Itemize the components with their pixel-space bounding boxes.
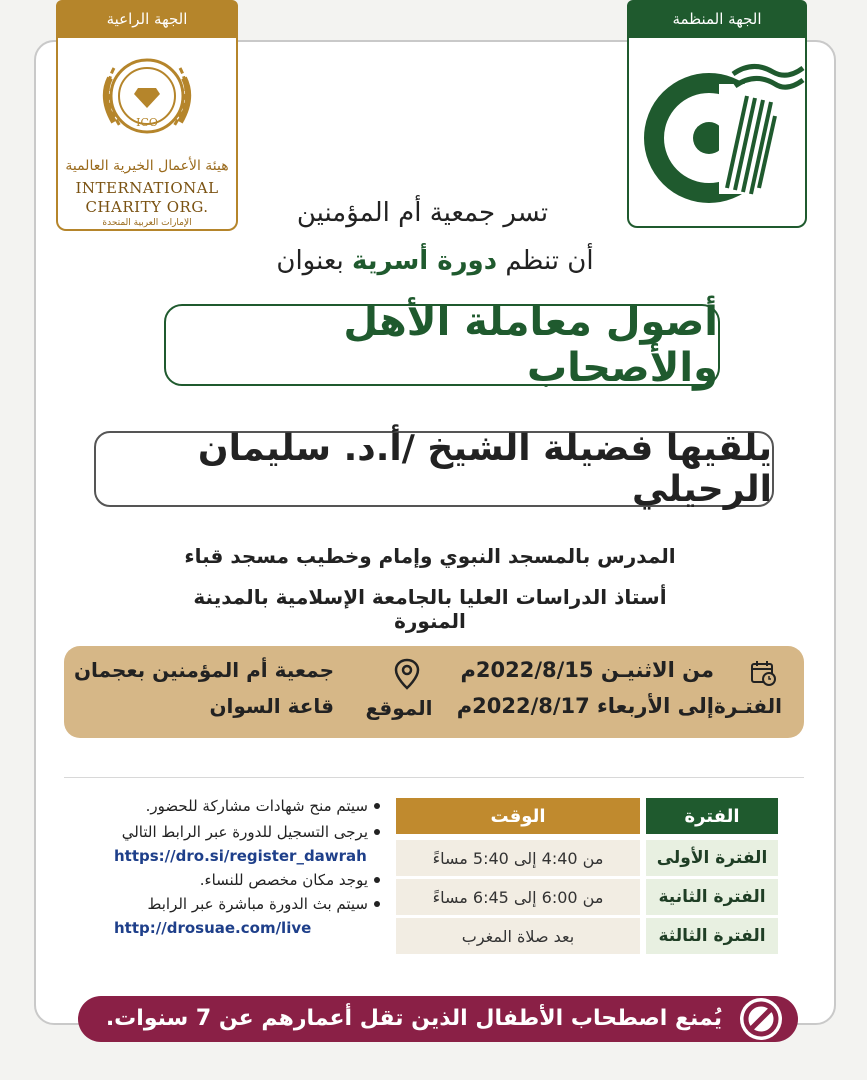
info-bar xyxy=(64,646,804,738)
ico-emblem-icon xyxy=(58,38,236,156)
register-link[interactable]: https://dro.si/register_dawrah xyxy=(114,847,367,865)
note-text: سيتم منح شهادات مشاركة للحضور. xyxy=(145,797,368,815)
bullet-icon xyxy=(374,901,380,907)
speaker-name: يلقيها فضيلة الشيخ /أ.د. سليمان الرحيلي xyxy=(94,431,774,507)
location-pin-icon xyxy=(394,658,420,690)
date-from: من الاثنيـن 2022/8/15م xyxy=(460,658,714,682)
intro-prefix: أن تنظم xyxy=(505,246,594,276)
note-text: سيتم بث الدورة مباشرة عبر الرابط xyxy=(147,895,368,913)
schedule-row-period: الفترة الثالثة xyxy=(646,918,778,954)
schedule-row-time: من 6:00 إلى 6:45 مساءً xyxy=(396,879,640,915)
live-link[interactable]: http://drosuae.com/live xyxy=(114,919,312,937)
calendar-icon xyxy=(750,660,776,686)
intro-line-1: تسر جمعية أم المؤمنين xyxy=(296,198,549,228)
note-item xyxy=(80,795,380,817)
sponsor-name-en-1: INTERNATIONAL xyxy=(75,179,219,197)
period-label: الفتـرة xyxy=(713,694,782,718)
bullet-icon xyxy=(374,803,380,809)
note-text: يرجى التسجيل للدورة عبر الرابط التالي xyxy=(121,823,368,841)
location-line-2: قاعة السوان xyxy=(209,694,334,718)
organizer-logo xyxy=(627,38,807,228)
sponsor-name-en-2: CHARITY ORG. xyxy=(85,198,209,216)
sponsor-logo xyxy=(56,38,238,231)
intro-course-type: دورة أسرية xyxy=(352,246,498,276)
organizer-tab: الجهة المنظمة xyxy=(627,0,807,38)
date-to: إلى الأربعاء 2022/8/17م xyxy=(456,694,714,718)
umm-almumineen-logo-icon xyxy=(629,38,805,224)
notes-list xyxy=(80,795,380,941)
schedule-row-period: الفترة الثانية xyxy=(646,879,778,915)
course-title: أصول معاملة الأهل والأصحاب xyxy=(164,304,720,386)
sponsor-tab: الجهة الراعية xyxy=(56,0,238,38)
schedule-header-period: الفترة xyxy=(646,798,778,834)
sponsor-country: الإمارات العربية المتحدة xyxy=(102,218,192,228)
note-item xyxy=(80,821,380,843)
intro-line-2 xyxy=(240,246,630,276)
schedule-row-period: الفترة الأولى xyxy=(646,840,778,876)
sponsor-name-ar: هيئة الأعمال الخيرية العالمية xyxy=(65,158,229,174)
intro-suffix: بعنوان xyxy=(276,246,344,276)
schedule-row-time: من 4:40 إلى 5:40 مساءً xyxy=(396,840,640,876)
divider xyxy=(64,777,804,778)
note-text: يوجد مكان مخصص للنساء. xyxy=(199,871,368,889)
note-item xyxy=(80,893,380,915)
warning-bar xyxy=(78,996,798,1042)
bullet-icon xyxy=(374,877,380,883)
no-entry-icon xyxy=(738,996,784,1042)
note-item xyxy=(80,869,380,891)
speaker-desc-1: المدرس بالمسجد النبوي وإمام وخطيب مسجد قباء xyxy=(184,544,676,568)
svg-text:ICO: ICO xyxy=(136,116,158,129)
schedule-row-time: بعد صلاة المغرب xyxy=(396,918,640,954)
speaker-desc-2: أستاذ الدراسات العليا بالجامعة الإسلامية بالمدينة المنورة xyxy=(193,585,667,633)
location-label: الموقع xyxy=(365,696,433,720)
warning-text: يُمنع اصطحاب الأطفال الذين تقل أعمارهم عن 7 سنوات. xyxy=(105,1006,722,1031)
location-line-1: جمعية أم المؤمنين بعجمان xyxy=(73,658,334,682)
bullet-icon xyxy=(374,829,380,835)
schedule-header-time: الوقت xyxy=(396,798,640,834)
